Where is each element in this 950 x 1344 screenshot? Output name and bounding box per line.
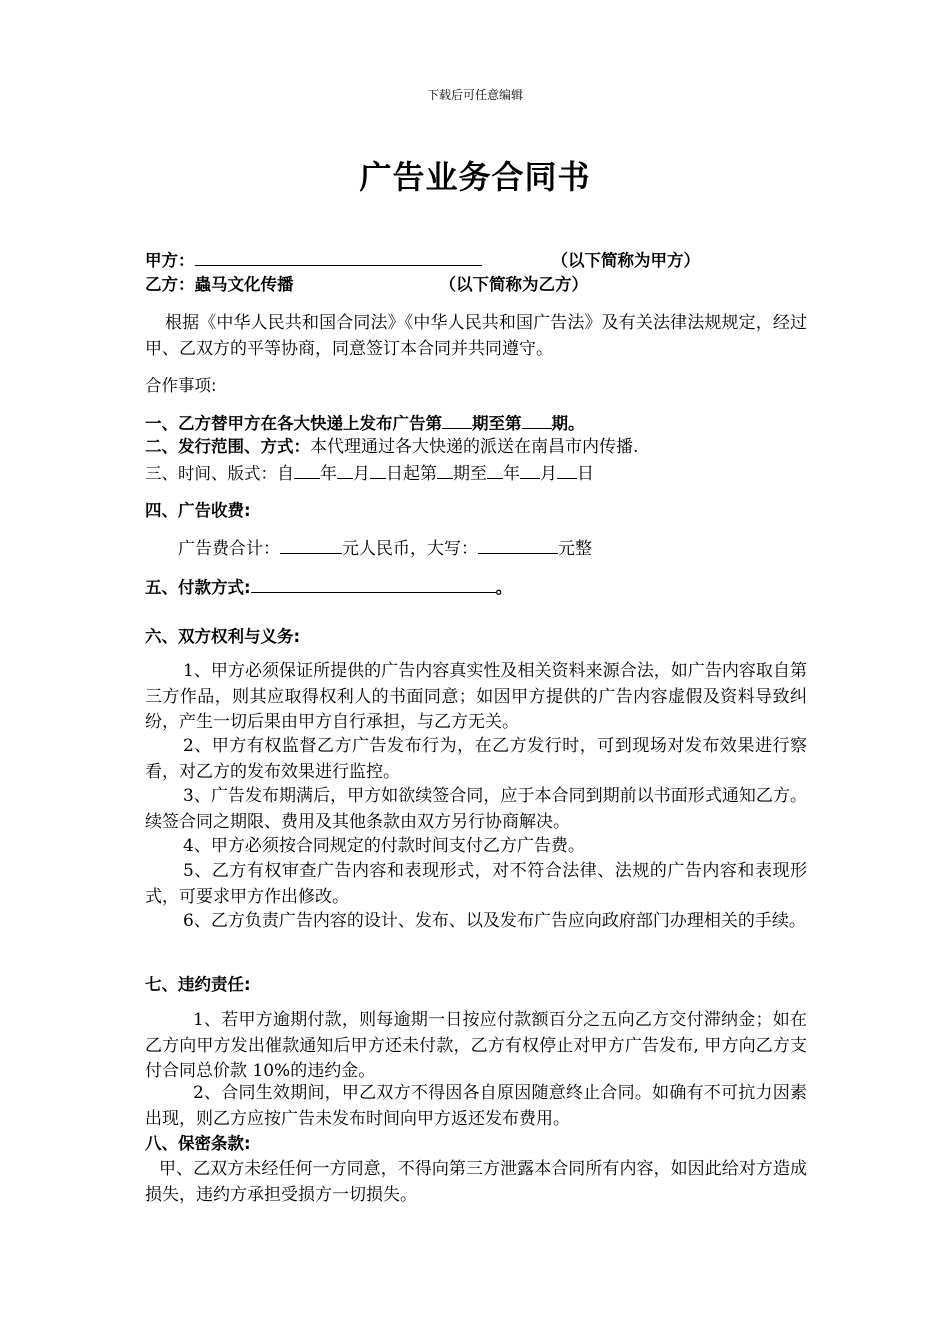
item-1-blank-start [442,410,472,429]
item-3-blank-month-end [520,460,540,479]
party-a-line [145,247,700,273]
section-8-heading: 八、保密条款: [145,1134,251,1153]
item-3-t6: 年 [503,464,520,484]
party-a-label: 甲方： [145,251,195,270]
item-1 [145,410,585,436]
section-4-heading: 四、广告收费: [145,501,251,520]
fee-amount-blank [280,535,342,554]
party-a-blank [195,247,482,266]
section-5 [145,574,512,600]
clause-7-2: 2、合同生效期间，甲乙双方不得因各自原因随意终止合同。如确有不可抗力因素出现，则乙方应按广告未发布时间向甲方返还发布费用。 [145,1083,807,1129]
item-3-t7: 月 [540,464,557,484]
item-3-blank-day-end [557,460,577,479]
item-3-blank-issue [437,460,453,479]
item-3-t1: 自 [277,464,294,484]
fee-end: 元整 [558,539,592,559]
item-3-t5: 期至 [453,464,487,484]
clause-7-1: 1、若甲方逾期付款，则每逾期一日按应付款额百分之五向乙方交付滞纳金；如在乙方向甲方发出催款通知后甲方还未付款，乙方有权停止对甲方广告发布, 甲方向乙方支付合同总价款 10%的违约金。 [145,1010,807,1081]
party-a-note: （以下简称为甲方） [551,251,700,270]
section-5-heading: 五、付款方式: [145,578,251,597]
section-7-heading: 七、违约责任: [145,975,251,994]
item-2 [145,435,638,459]
item-1-blank-end [522,410,552,429]
payment-method-blank [251,574,496,593]
item-3-blank-month-start [337,460,353,479]
party-b-label: 乙方： [145,275,195,294]
clause-6-2: 2、甲方有权监督乙方广告发布行为，在乙方发行时，可到现场对发布效果进行察看，对乙方的发布效果进行监控。 [145,736,807,782]
item-3-t2: 年 [320,464,337,484]
confidentiality-text: 甲、乙双方未经任何一方同意，不得向第三方泄露本合同所有内容，如因此给对方造成损失，违约方承担受损方一切损失。 [145,1159,807,1205]
item-1-text-c: 期。 [551,414,585,433]
section-5-end: 。 [495,578,513,597]
fee-capital-blank [478,535,558,554]
item-3 [145,460,594,486]
clause-6-4: 4、甲方必须按合同规定的付款时间支付乙方广告费。 [183,836,585,856]
clause-6-1: 1、甲方必须保证所提供的广告内容真实性及相关资料来源合法，如广告内容取自第三方作品，则其应取得权利人的书面同意；如因甲方提供的广告内容虚假及资料导致纠纷，产生一切后果由甲方自行承担，与乙方无关。 [145,661,807,732]
header-note: 下载后可任意编辑 [426,88,523,102]
item-1-text-b: 期至第 [472,414,522,433]
fee-line [178,535,592,561]
page-title: 广告业务合同书 [359,158,591,196]
item-3-label: 三、时间、版式： [145,464,277,483]
item-2-text: 本代理通过各大快递的派送在南昌市内传播. [310,437,639,457]
clause-6-6: 6、乙方负责广告内容的设计、发布、以及发布广告应向政府部门办理相关的手续。 [183,911,806,931]
fee-label: 广告费合计： [178,539,280,559]
cooperation-heading: 合作事项: [145,376,217,395]
item-3-blank-day-start [370,460,386,479]
party-b-line [145,273,588,297]
section-6-heading: 六、双方权利与义务: [145,627,301,646]
party-b-note: （以下简称为乙方） [439,275,588,294]
item-3-blank-year-end [487,460,503,479]
fee-unit: 元人民币，大写： [342,539,478,559]
clause-6-5: 5、乙方有权审查广告内容和表现形式，对不符合法律、法规的广告内容和表现形式，可要求甲方作出修改。 [145,861,807,907]
clause-6-3: 3、广告发布期满后，甲方如欲续签合同，应于本合同到期前以书面形式通知乙方。续签合同之期限、费用及其他条款由双方另行协商解决。 [145,786,807,832]
preamble: 根据《中华人民共和国合同法》《中华人民共和国广告法》及有关法律法规规定，经过甲、乙双方的平等协商，同意签订本合同并共同遵守。 [145,313,807,359]
party-b-name: 蟲马文化传播 [194,275,294,294]
item-3-t4: 日起第 [386,464,437,484]
item-3-blank-year-start [294,460,320,479]
item-3-t8: 日 [577,464,594,484]
item-1-text-a: 一、乙方替甲方在各大快递上发布广告第 [145,414,442,433]
item-2-label: 二、发行范围、方式： [145,437,310,456]
item-3-t3: 月 [353,464,370,484]
